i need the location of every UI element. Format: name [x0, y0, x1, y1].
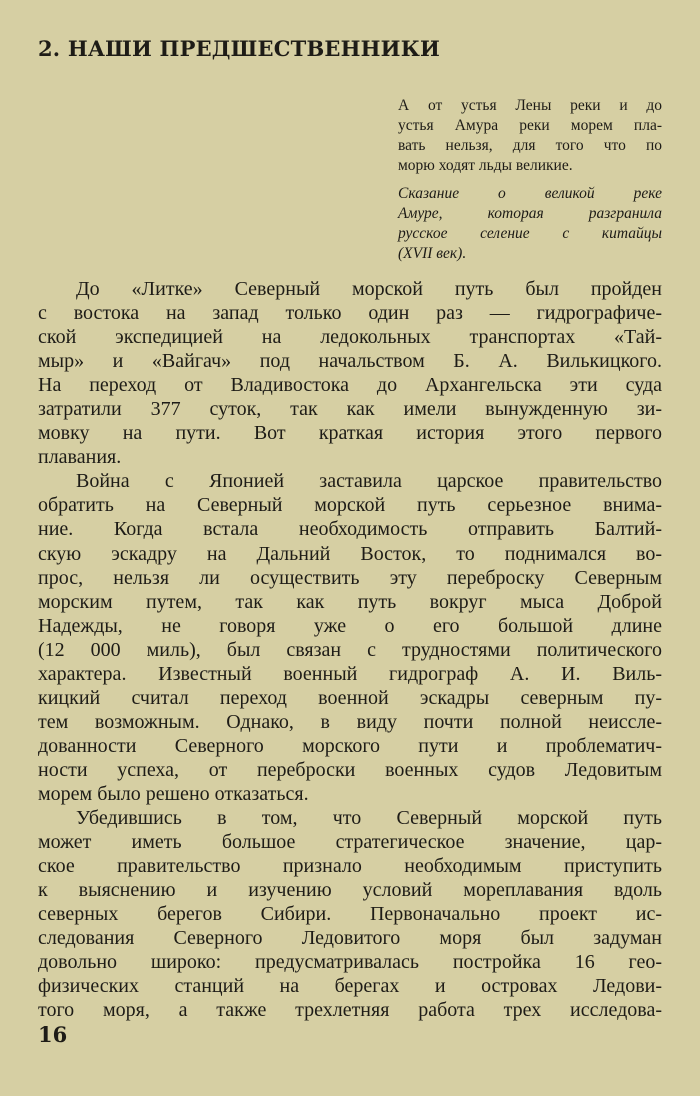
- text-line: На переход от Владивостока до Архангельска эти суда: [38, 374, 662, 397]
- text-line: может иметь большое стратегическое значение, цар-: [38, 831, 662, 854]
- epigraph-line: устья Амура реки морем пла-: [398, 117, 662, 134]
- text-line: того моря, а также трехлетняя работа трех исследова-: [38, 999, 662, 1022]
- epigraph-source-line: русское селение с китайцы: [398, 225, 662, 242]
- text-line: затратили 377 суток, так как имели вынужденную зи-: [38, 398, 662, 421]
- text-line: к выяснению и изучению условий мореплавания вдоль: [38, 879, 662, 902]
- text-line: Надежды, не говоря уже о его большой длине: [38, 614, 662, 637]
- text-line: ской экспедицией на ледокольных транспортах «Тай-: [38, 326, 662, 349]
- body-text: [38, 277, 662, 1022]
- text-line: кицкий считал переход военной эскадры северным пу-: [38, 686, 662, 709]
- text-line: морем было решено отказаться.: [38, 782, 309, 805]
- text-line: довольно широко: предусматривалась постройка 16 гео-: [38, 951, 662, 974]
- text-line: с востока на запад только один раз — гидрографиче-: [38, 302, 662, 325]
- text-line: мовку на пути. Вот краткая история этого первого: [38, 422, 662, 445]
- text-line: До «Литке» Северный морской путь был пройден: [76, 278, 662, 300]
- epigraph: [398, 96, 662, 264]
- text-line: тем возможным. Однако, в виду почти полной неиссле-: [38, 710, 662, 733]
- epigraph-source-line: Сказание о великой реке: [398, 185, 662, 202]
- text-line: ское правительство признало необходимым приступить: [38, 855, 662, 878]
- text-line: морским путем, так как путь вокруг мыса Доброй: [38, 590, 662, 613]
- text-line: следования Северного Ледовитого моря был задуман: [38, 927, 662, 950]
- text-line: прос, нельзя ли осуществить эту переброску Северным: [38, 566, 662, 589]
- text-line: ние. Когда встала необходимость отправить Балтий-: [38, 518, 662, 541]
- text-line: обратить на Северный морской путь серьезное внима-: [38, 494, 662, 517]
- text-line: ности успеха, от переброски военных судов Ледовитым: [38, 758, 662, 781]
- page-number: 16: [38, 1022, 68, 1047]
- text-line: Убедившись в том, что Северный морской путь: [76, 807, 662, 830]
- text-line: (12 000 миль), был связан с трудностями политического: [38, 638, 662, 661]
- text-line: дованности Северного морского пути и проблематич-: [38, 734, 662, 757]
- text-line: Война с Японией заставила царское правительство: [76, 470, 662, 493]
- text-line: физических станций на берегах и островах Ледови-: [38, 975, 662, 998]
- text-line: мыр» и «Вайгач» под начальством Б. А. Вилькицкого.: [38, 350, 662, 373]
- text-line: плавания.: [38, 446, 122, 469]
- epigraph-line: морю ходят льды великие.: [398, 157, 573, 174]
- epigraph-line: вать нельзя, для того что по: [398, 137, 662, 154]
- text-line: северных берегов Сибири. Первоначально проект ис-: [38, 903, 662, 926]
- epigraph-source-line: (XVII век).: [398, 245, 467, 262]
- section-heading: 2. НАШИ ПРЕДШЕСТВЕННИКИ: [38, 36, 441, 61]
- epigraph-source-line: Амуре, которая разгранила: [398, 205, 662, 222]
- epigraph-line: А от устья Лены реки и до: [398, 97, 662, 114]
- epigraph-source: [398, 184, 662, 264]
- text-line: скую эскадру на Дальний Восток, то поднимался во-: [38, 542, 662, 565]
- text-line: характера. Известный военный гидрограф А. И. Виль-: [38, 662, 662, 685]
